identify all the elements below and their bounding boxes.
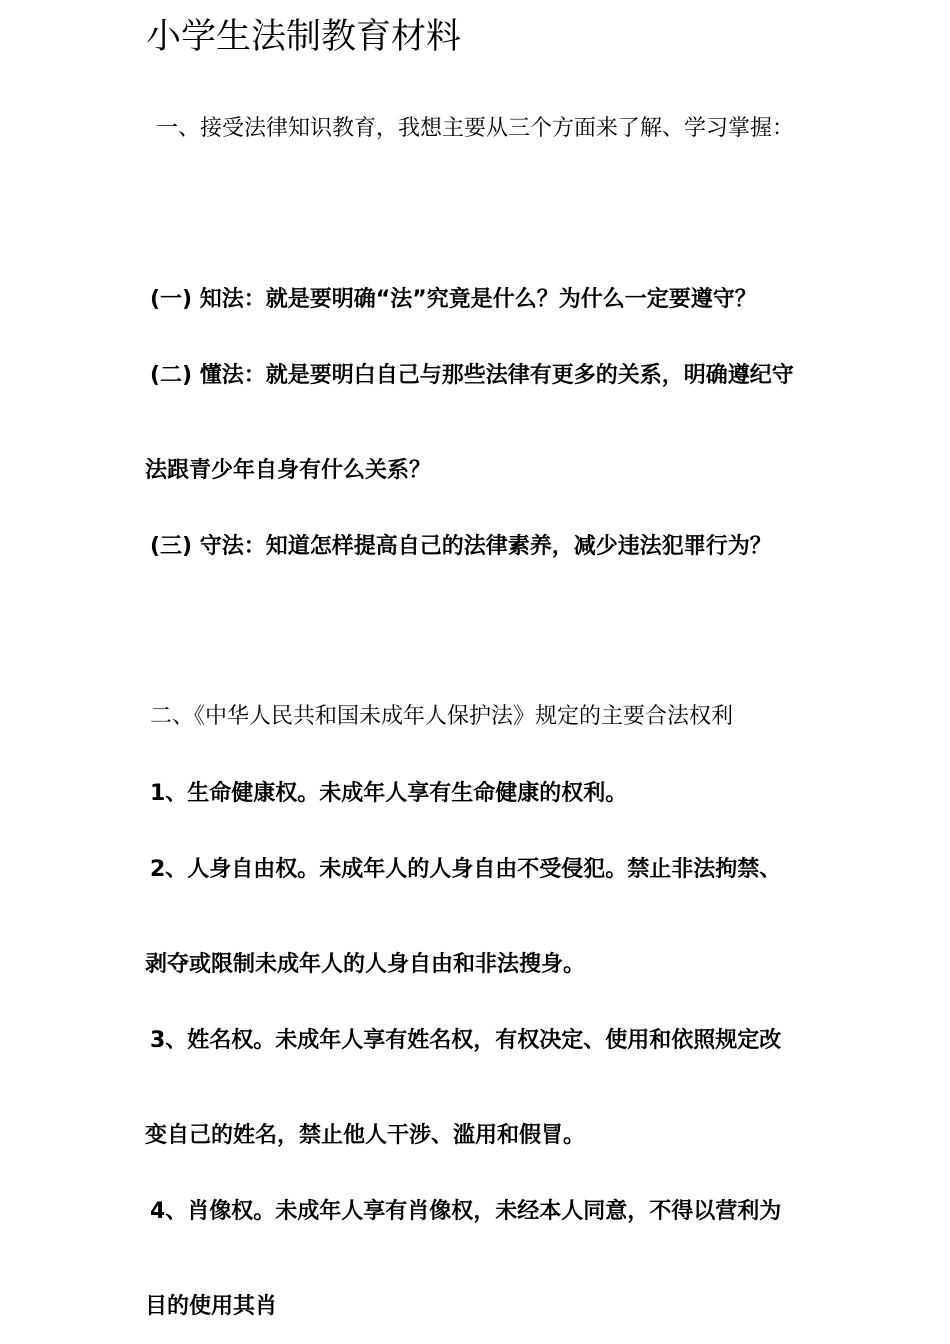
section2-item2-line1: 2、人身自由权。未成年人的人身自由不受侵犯。禁止非法拘禁、 — [150, 857, 782, 882]
section1-item1: (一) 知法：就是要明确“法”究竟是什么？为什么一定要遵守？ — [150, 287, 757, 312]
section1-item2-line1: (二) 懂法：就是要明白自己与那些法律有更多的关系，明确遵纪守 — [150, 363, 794, 388]
section2-item3-line1: 3、姓名权。未成年人享有姓名权，有权决定、使用和依照规定改 — [150, 1028, 782, 1053]
section2-item4-line2: 目的使用其肖 — [145, 1294, 278, 1319]
section2-item1: 1、生命健康权。未成年人享有生命健康的权利。 — [150, 781, 628, 806]
section2-item4-line1: 4、肖像权。未成年人享有肖像权，未经本人同意，不得以营利为 — [150, 1199, 782, 1224]
section2-heading: 二、《中华人民共和国未成年人保护法》规定的主要合法权利 — [150, 704, 734, 729]
section2-item2-line2: 剥夺或限制未成年人的人身自由和非法搜身。 — [145, 952, 586, 977]
section1-item3: (三) 守法：知道怎样提高自己的法律素养，减少违法犯罪行为？ — [150, 534, 772, 559]
section2-item3-line2: 变自己的姓名，禁止他人干涉、滥用和假冒。 — [145, 1123, 586, 1148]
section1-heading: 一、接受法律知识教育，我想主要从三个方面来了解、学习掌握： — [156, 116, 795, 141]
document-title: 小学生法制教育材料 — [146, 17, 462, 57]
section1-item2-line2: 法跟青少年自身有什么关系？ — [145, 458, 432, 483]
